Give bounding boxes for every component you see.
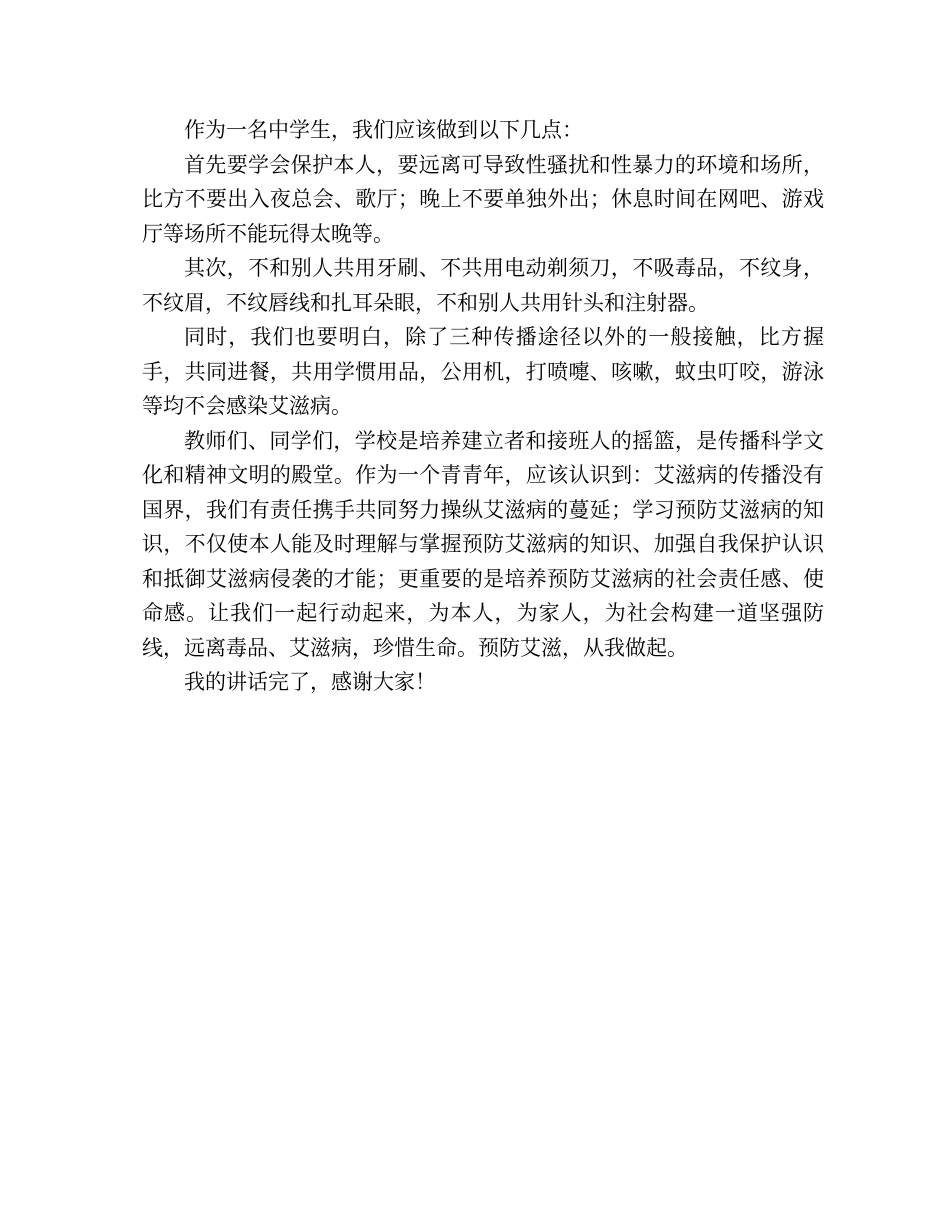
paragraph-intro: 作为一名中学生，我们应该做到以下几点： (184, 118, 583, 142)
paragraph-first-point: 首先要学会保护本人，要远离可导致性骚扰和性暴力的环境和场所，比方不要出入夜总会、歌厅；晚上不要单独外出；休息时间在网吧、游戏厅等场所不能玩得太晚等。 (142, 152, 824, 246)
document-page (142, 113, 824, 700)
paragraph-second-point: 其次，不和别人共用牙刷、不共用电动剃须刀，不吸毒品，不纹身，不纹眉，不纹唇线和扎耳朵眼，不和别人共用针头和注射器。 (142, 256, 824, 315)
paragraph-appeal: 教师们、同学们，学校是培养建立者和接班人的摇篮，是传播科学文化和精神文明的殿堂。作为一个青青年，应该认识到：艾滋病的传播没有国界，我们有责任携手共同努力操纵艾滋病的蔓延；学习预防艾滋病的知识，不仅使本人能及时理解与掌握预防艾滋病的知识、加强自我保护认识和抵御艾滋病侵袭的才能；更重要的是培养预防艾滋病的社会责任感、使命感。让我们一起行动起来，为本人，为家人，为社会构建一道坚强防线，远离毒品、艾滋病，珍惜生命。预防艾滋，从我做起。 (142, 428, 824, 660)
paragraph-transmission-note: 同时，我们也要明白，除了三种传播途径以外的一般接触，比方握手，共同进餐，共用学惯用品，公用机，打喷嚏、咳嗽，蚊虫叮咬，游泳等均不会感染艾滋病。 (142, 325, 824, 418)
paragraph-closing: 我的讲话完了，感谢大家！ (184, 670, 436, 694)
